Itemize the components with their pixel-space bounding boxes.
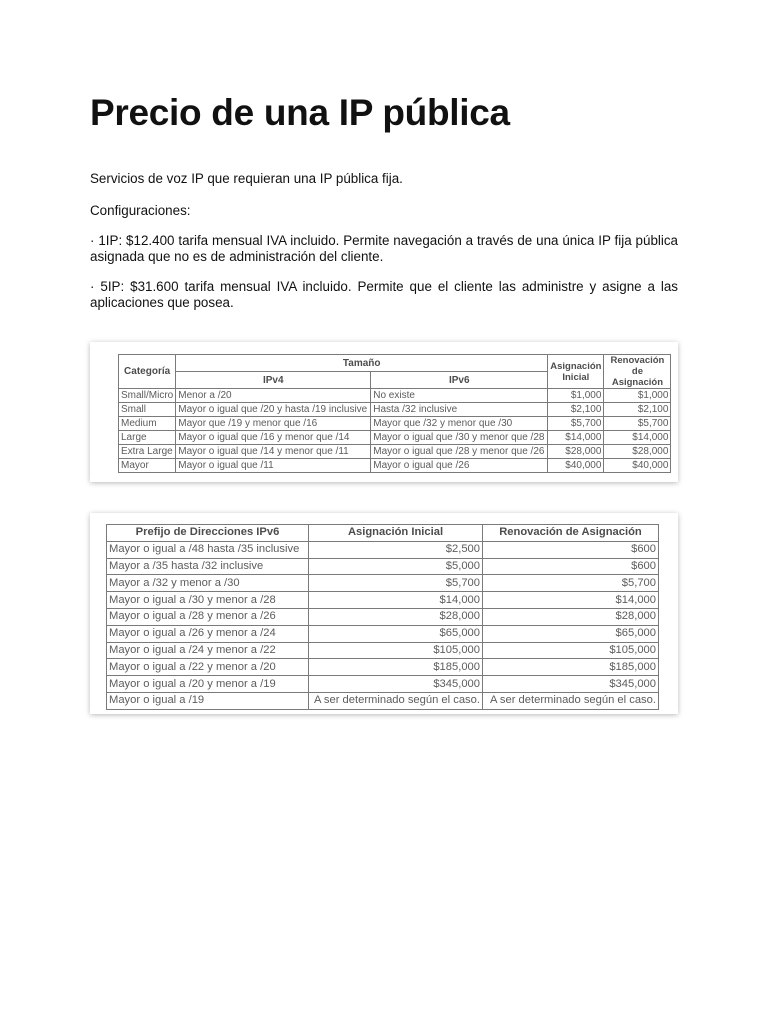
header-asignacion-inicial: Asignación Inicial — [309, 525, 483, 542]
cell-renovacion: $40,000 — [604, 459, 671, 473]
header-categoria: Categoría — [119, 355, 176, 389]
cell-renovacion: $1,000 — [604, 389, 671, 403]
ipv4-price-table — [118, 354, 671, 473]
cell-renovacion: $185,000 — [483, 659, 659, 676]
cell-prefijo: Mayor o igual a /22 y menor a /20 — [107, 659, 309, 676]
cell-renovacion: $5,700 — [483, 575, 659, 592]
cell-prefijo: Mayor o igual a /28 y menor a /26 — [107, 608, 309, 625]
table-row — [107, 692, 659, 709]
table-row — [119, 459, 671, 473]
cell-asignacion: $28,000 — [548, 445, 604, 459]
cell-ipv4: Mayor o igual que /16 y menor que /14 — [176, 431, 371, 445]
cell-ipv4: Mayor o igual que /20 y hasta /19 inclusive — [176, 403, 371, 417]
table-row — [119, 403, 671, 417]
intro-paragraph: Servicios de voz IP que requieran una IP pública fija. — [90, 171, 403, 186]
cell-prefijo: Mayor o igual a /26 y menor a /24 — [107, 625, 309, 642]
cell-asignacion: $65,000 — [309, 625, 483, 642]
cell-categoria: Mayor — [119, 459, 176, 473]
cell-renovacion: $14,000 — [604, 431, 671, 445]
cell-ipv6: Mayor o igual que /26 — [371, 459, 548, 473]
cell-prefijo: Mayor o igual a /48 hasta /35 inclusive — [107, 541, 309, 558]
ipv6-price-table — [106, 524, 659, 710]
cell-asignacion: $5,700 — [309, 575, 483, 592]
cell-renovacion: $5,700 — [604, 417, 671, 431]
cell-ipv4: Mayor o igual que /11 — [176, 459, 371, 473]
header-prefijo: Prefijo de Direcciones IPv6 — [107, 525, 309, 542]
table-row — [107, 608, 659, 625]
cell-ipv6: Mayor o igual que /30 y menor que /28 — [371, 431, 548, 445]
cell-renovacion: $28,000 — [483, 608, 659, 625]
cell-renovacion: $14,000 — [483, 592, 659, 609]
cell-asignacion: $1,000 — [548, 389, 604, 403]
ipv6-table-body — [107, 541, 659, 709]
cell-prefijo: Mayor o igual a /30 y menor a /28 — [107, 592, 309, 609]
ip5-paragraph: · 5IP: $31.600 tarifa mensual IVA incluido. Permite que el cliente las administre y asigne a las aplicaciones que posea. — [90, 279, 678, 310]
cell-asignacion: $40,000 — [548, 459, 604, 473]
cell-renovacion: $65,000 — [483, 625, 659, 642]
cell-prefijo: Mayor o igual a /20 y menor a /19 — [107, 676, 309, 693]
cell-asignacion: $185,000 — [309, 659, 483, 676]
header-renovacion: Renovación de Asignación — [604, 355, 671, 389]
cell-asignacion: $345,000 — [309, 676, 483, 693]
cell-asignacion: $105,000 — [309, 642, 483, 659]
cell-prefijo: Mayor a /32 y menor a /30 — [107, 575, 309, 592]
table-row — [119, 445, 671, 459]
page-title: Precio de una IP pública — [90, 92, 510, 133]
cell-renovacion: $600 — [483, 541, 659, 558]
table-row — [107, 541, 659, 558]
table-row — [119, 389, 671, 403]
cell-ipv6: Mayor o igual que /28 y menor que /26 — [371, 445, 548, 459]
table-row — [107, 592, 659, 609]
cell-categoria: Small — [119, 403, 176, 417]
cell-prefijo: Mayor o igual a /24 y menor a /22 — [107, 642, 309, 659]
cell-ipv6: No existe — [371, 389, 548, 403]
table-row — [107, 676, 659, 693]
cell-renovacion: $2,100 — [604, 403, 671, 417]
header-ipv6: IPv6 — [371, 372, 548, 389]
cell-categoria: Extra Large — [119, 445, 176, 459]
ipv6-price-table-image — [90, 513, 678, 714]
table-row — [107, 659, 659, 676]
ip1-paragraph: · 1IP: $12.400 tarifa mensual IVA incluido. Permite navegación a través de una única IP fija pública asignada que no es de administración del cliente. — [90, 233, 678, 264]
cell-renovacion: $28,000 — [604, 445, 671, 459]
header-renovacion: Renovación de Asignación — [483, 525, 659, 542]
table-row — [119, 431, 671, 445]
ipv4-price-table-image — [90, 342, 678, 482]
cell-asignacion: $5,700 — [548, 417, 604, 431]
cell-categoria: Medium — [119, 417, 176, 431]
header-asignacion-inicial: Asignación Inicial — [548, 355, 604, 389]
cell-asignacion: $14,000 — [548, 431, 604, 445]
cell-asignacion: $2,500 — [309, 541, 483, 558]
cell-renovacion: $345,000 — [483, 676, 659, 693]
header-tamano: Tamaño — [176, 355, 548, 372]
ipv4-table-body — [119, 389, 671, 473]
table-row — [107, 558, 659, 575]
config-heading: Configuraciones: — [90, 203, 191, 218]
cell-asignacion: A ser determinado según el caso. — [309, 692, 483, 709]
cell-ipv4: Menor a /20 — [176, 389, 371, 403]
cell-ipv4: Mayor o igual que /14 y menor que /11 — [176, 445, 371, 459]
header-ipv4: IPv4 — [176, 372, 371, 389]
cell-asignacion: $5,000 — [309, 558, 483, 575]
cell-asignacion: $14,000 — [309, 592, 483, 609]
cell-categoria: Large — [119, 431, 176, 445]
cell-categoria: Small/Micro — [119, 389, 176, 403]
table-row — [119, 417, 671, 431]
cell-ipv4: Mayor que /19 y menor que /16 — [176, 417, 371, 431]
table-row — [107, 642, 659, 659]
cell-renovacion: $105,000 — [483, 642, 659, 659]
cell-ipv6: Hasta /32 inclusive — [371, 403, 548, 417]
cell-prefijo: Mayor o igual a /19 — [107, 692, 309, 709]
cell-ipv6: Mayor que /32 y menor que /30 — [371, 417, 548, 431]
cell-renovacion: A ser determinado según el caso. — [483, 692, 659, 709]
table-row — [107, 625, 659, 642]
cell-asignacion: $28,000 — [309, 608, 483, 625]
cell-renovacion: $600 — [483, 558, 659, 575]
table-row — [107, 575, 659, 592]
cell-asignacion: $2,100 — [548, 403, 604, 417]
cell-prefijo: Mayor a /35 hasta /32 inclusive — [107, 558, 309, 575]
